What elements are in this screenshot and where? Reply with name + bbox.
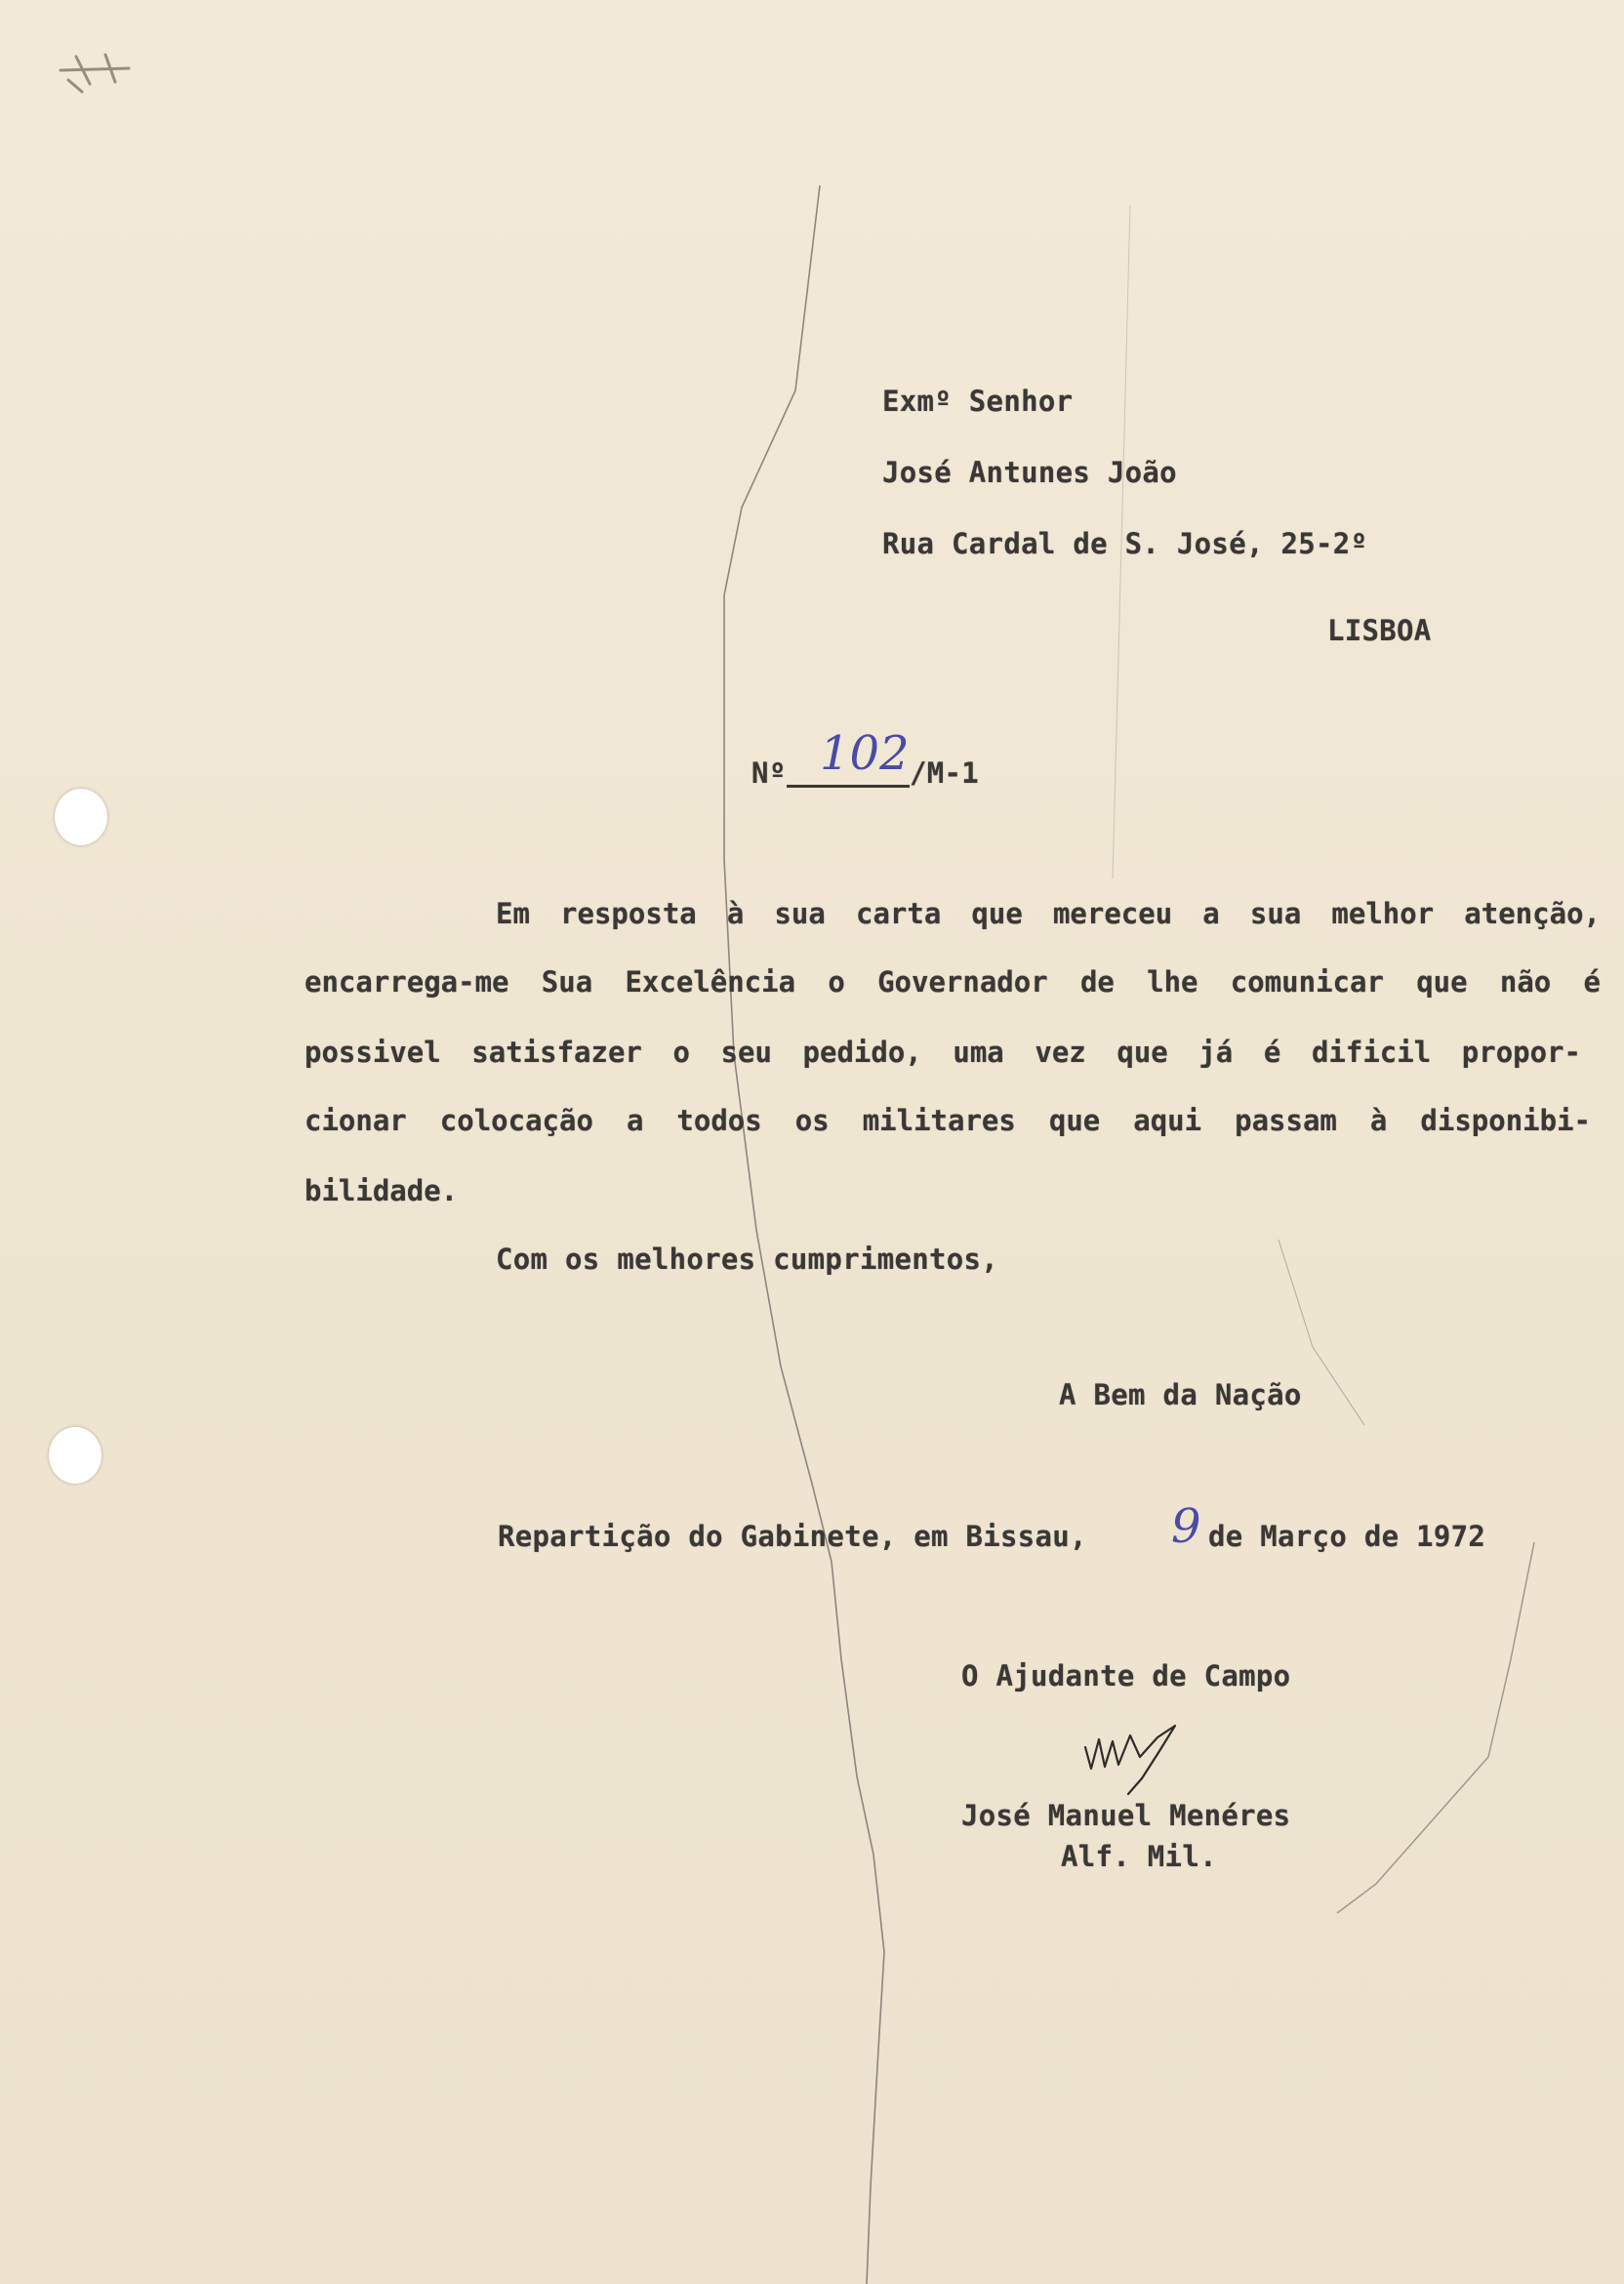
body-line-3: possivel satisfazer o seu pedido, uma vez que já é dificil propor- bbox=[304, 1036, 1581, 1069]
place-date-start: Repartição do Gabinete, em Bissau, bbox=[498, 1520, 1087, 1553]
punch-hole-bottom bbox=[49, 1427, 102, 1484]
place-date-end: de Março de 1972 bbox=[1208, 1520, 1486, 1553]
signer-role: O Ajudante de Campo bbox=[961, 1659, 1291, 1693]
salutation: Exmº Senhor bbox=[882, 385, 1074, 418]
reference-suffix: /M-1 bbox=[910, 756, 980, 790]
body-line-4: cionar colocação a todos os militares que aqui passam à disponibi- bbox=[304, 1104, 1591, 1137]
signer-name: José Manuel Menéres bbox=[961, 1799, 1291, 1832]
recipient-city: LISBOA bbox=[1327, 614, 1432, 647]
body-line-5: bilidade. bbox=[304, 1174, 459, 1207]
reference-underline bbox=[787, 785, 910, 788]
motto: A Bem da Nação bbox=[1059, 1378, 1302, 1411]
recipient-name: José Antunes João bbox=[882, 456, 1177, 489]
signer-rank: Alf. Mil. bbox=[1061, 1840, 1217, 1873]
reference-number-handwritten: 102 bbox=[820, 726, 910, 781]
body-line-1: Em resposta à sua carta que mereceu a sua melhor atenção, bbox=[496, 897, 1601, 930]
closing-line: Com os melhores cumprimentos, bbox=[496, 1243, 999, 1276]
punch-hole-top bbox=[55, 789, 107, 845]
date-day-handwritten: 9 bbox=[1171, 1499, 1201, 1554]
staple-mark bbox=[61, 55, 129, 92]
recipient-address: Rua Cardal de S. José, 25-2º bbox=[882, 527, 1368, 560]
handwritten-signature bbox=[1074, 1718, 1200, 1796]
reference-prefix: Nº bbox=[751, 756, 787, 790]
body-line-2: encarrega-me Sua Excelência o Governador de lhe comunicar que não é bbox=[304, 965, 1601, 999]
